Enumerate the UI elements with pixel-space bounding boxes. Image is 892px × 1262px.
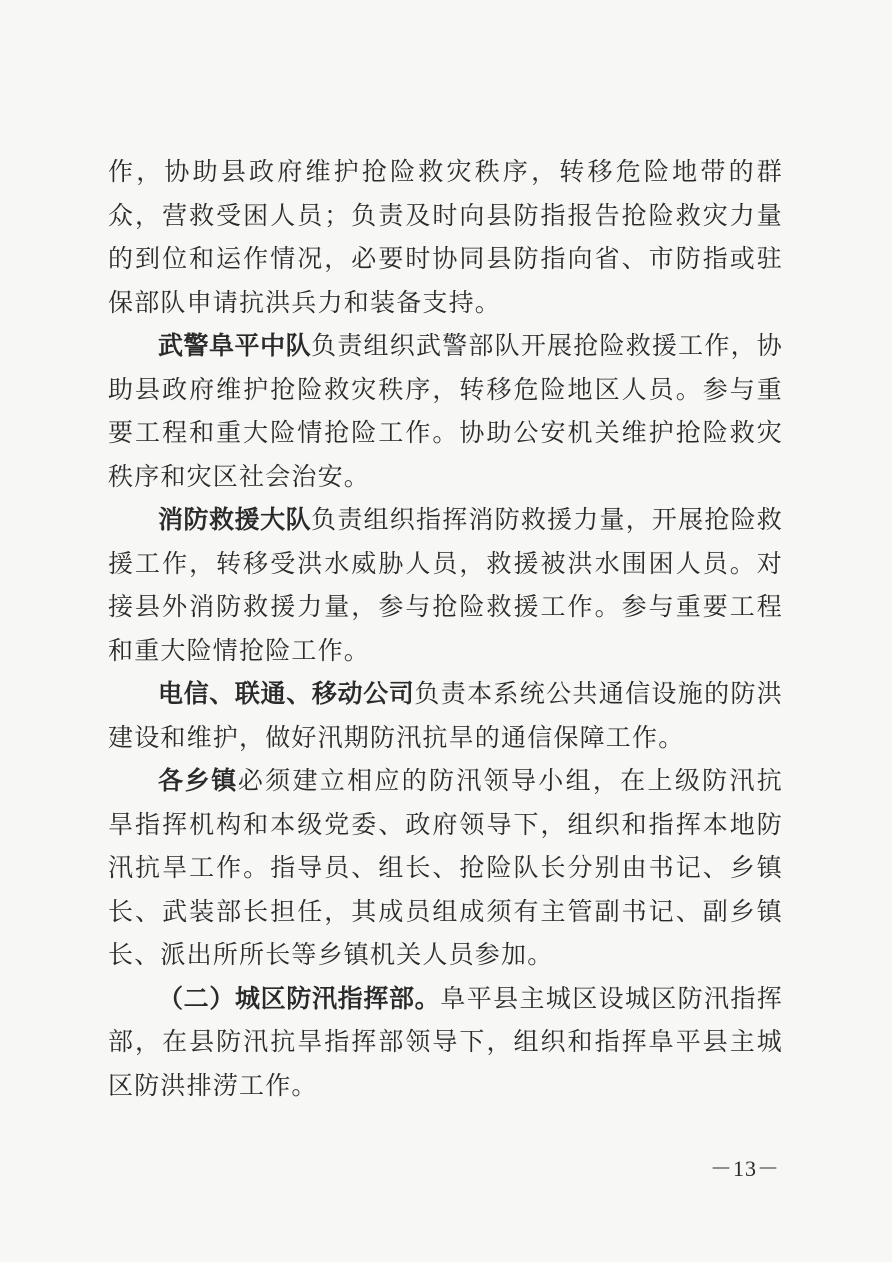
paragraph-armed-police [108,324,783,498]
paragraph-text: 阜平县主城区设城区防汛指挥部，在县防汛抗旱指挥部领导下，组织和指挥阜平县主城区防洪排涝工作。 [108,983,783,1100]
document-body [108,150,783,1107]
paragraph-lead: （二）城区防汛指挥部。 [158,983,441,1013]
page-number: －13－ [709,1156,780,1181]
paragraph-text: 必须建立相应的防汛领导小组，在上级防汛抗旱指挥机构和本级党委、政府领导下，组织和指挥本地防汛抗旱工作。指导员、组长、抢险队长分别由书记、乡镇长、武装部长担任，其成员组成须有主管副书记、副乡镇长、派出所所长等乡镇机关人员参加。 [108,766,783,969]
paragraph-lead: 各乡镇 [158,766,238,795]
paragraph-text: 负责组织指挥消防救援力量，开展抢险救援工作，转移受洪水威胁人员，救援被洪水围困人员。对接县外消防救援力量，参与抢险救援工作。参与重要工程和重大险情抢险工作。 [108,505,783,665]
paragraph-telecom [108,672,783,759]
paragraph-urban-command [108,977,783,1108]
paragraph-text: 作，协助县政府维护抢险救灾秩序，转移危险地带的群众，营救受困人员；负责及时向县防指报告抢险救灾力量的到位和运作情况，必要时协同县防指向省、市防指或驻保部队申请抗洪兵力和装备支持。 [108,157,783,317]
paragraph-lead: 消防救援大队 [158,505,312,534]
paragraph-lead: 电信、联通、移动公司 [158,679,415,708]
paragraph-townships [108,759,783,977]
paragraph-text: 负责组织武警部队开展抢险救援工作，协助县政府维护抢险救灾秩序，转移危险地区人员。参与重要工程和重大险情抢险工作。协助公安机关维护抢险救灾秩序和灾区社会治安。 [108,331,783,491]
paragraph-1 [108,150,783,324]
paragraph-lead: 武警阜平中队 [158,331,312,360]
paragraph-fire-rescue [108,498,783,672]
paragraph-text: 负责本系统公共通信设施的防洪建设和维护，做好汛期防汛抗旱的通信保障工作。 [108,679,783,752]
